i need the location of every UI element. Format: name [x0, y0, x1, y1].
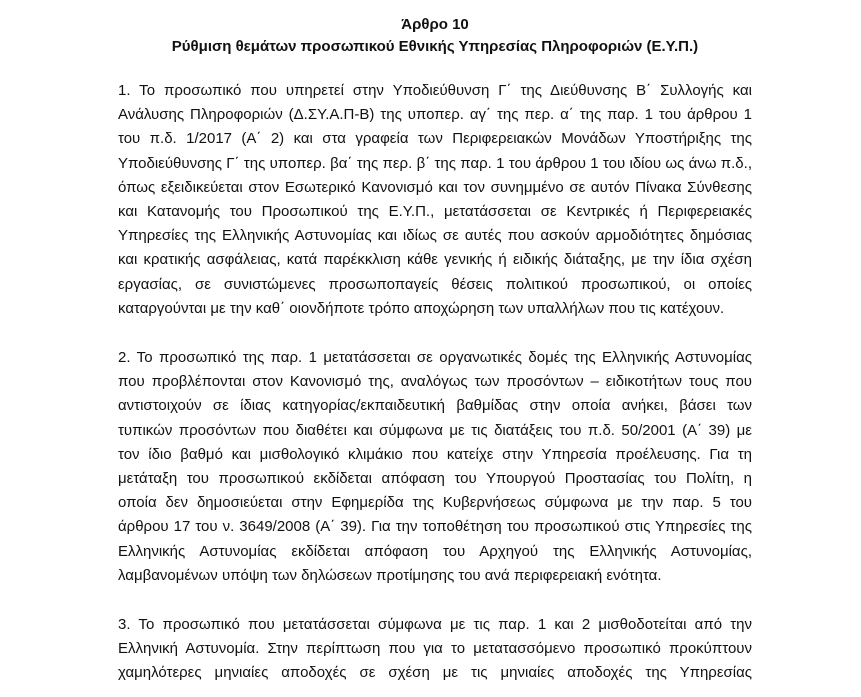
paragraph-line: Ελληνικής Αστυνομίας εκδίδεται απόφαση του Αρχηγού της Ελληνικής Αστυνομίας,	[118, 542, 752, 560]
paragraph-line: και κρατικής ασφάλειας, κατά παρέκκλιση κάθε γενικής ή ειδικής διάταξης, με την ίδια σχέση	[118, 251, 752, 269]
paragraph-1	[118, 79, 752, 321]
paragraph-line: και Κατανομής του Προσωπικού της Ε.Υ.Π., μετατάσσεται σε Κεντρικές ή Περιφερειακές	[118, 203, 752, 221]
paragraph-line: λαμβανομένων υπόψη των δηλώσεων προτίμησης του ανά περιφερειακή ενότητα.	[118, 566, 662, 584]
paragraph-line: Υπηρεσίες της Ελληνικής Αστυνομίας και ιδίως σε αυτές που ασκούν αρμοδιότητες δημόσιας	[118, 227, 752, 245]
paragraph-line: τον ίδιο βαθμό και μισθολογικό κλιμάκιο που κατείχε στην Υπηρεσία προέλευσης. Για τη	[118, 445, 752, 463]
article-title: Άρθρο 10	[401, 16, 469, 33]
paragraph-line: που προβλέπονται στον Κανονισμό της, αναλόγως των προσόντων – ειδικοτήτων τους που	[118, 373, 752, 391]
paragraph-line: Ανάλυσης Πληροφοριών (Δ.ΣΥ.Α.Π-Β) της υποπερ. αγ΄ της περ. α΄ της παρ. 1 του άρθρου 1	[118, 106, 752, 124]
paragraph-line: 1. Το προσωπικό που υπηρετεί στην Υποδιεύθυνση Γ΄ της Διεύθυνσης Β΄ Συλλογής και	[118, 82, 752, 99]
paragraph-line: καταργούνται με την καθ΄ οιονδήποτε τρόπο αποχώρηση των υπαλλήλων που τις κατέχουν.	[118, 299, 725, 317]
paragraph-3	[118, 613, 752, 686]
paragraph-line: μετάταξη του προσωπικού εκδίδεται απόφαση του Υπουργού Προστασίας του Πολίτη, η	[118, 470, 752, 488]
paragraph-line: όπως εξειδικεύεται στον Εσωτερικό Κανονισμό και τον συνημμένο σε αυτόν Πίνακα Σύνθεσης	[118, 178, 752, 196]
paragraph-line: εργασίας, σε συνιστώμενες προσωποπαγείς θέσεις πολιτικού προσωπικού, οι οποίες	[118, 275, 752, 293]
article-subtitle: Ρύθμιση θεμάτων προσωπικού Εθνικής Υπηρεσίας Πληροφοριών (Ε.Υ.Π.)	[171, 38, 699, 55]
paragraph-line: 3. Το προσωπικό που μετατάσσεται σύμφωνα με τις παρ. 1 και 2 μισθοδοτείται από την	[118, 616, 752, 634]
paragraph-line: Υποδιεύθυνσης Γ΄ της υποπερ. βα΄ της περ. β΄ της παρ. 1 του άρθρου 1 του ιδίου ως άνω π.δ.,	[118, 154, 752, 172]
paragraph-line: οποία δεν δημοσιεύεται στην Εφημερίδα της Κυβερνήσεως σύμφωνα με την παρ. 5 του	[118, 494, 752, 512]
paragraph-line: Ελληνική Αστυνομία. Στην περίπτωση που για το μετατασσόμενο προσωπικό προκύπτουν	[118, 640, 752, 658]
paragraph-line: του π.δ. 1/2017 (Α΄ 2) και στα γραφεία των Περιφερειακών Μονάδων Υποστήριξης της	[118, 130, 752, 148]
paragraph-line: τυπικών προσόντων που διαθέτει και σύμφωνα με τις διατάξεις του π.δ. 50/2001 (Α΄ 39) με	[118, 421, 752, 439]
paragraph-2	[118, 346, 752, 588]
paragraph-line: αντιστοιχούν σε ίδιας κατηγορίας/εκπαιδευτική βαθμίδας στην οποία ανήκει, βάσει των	[118, 397, 752, 415]
paragraph-line: χαμηλότερες μηνιαίες αποδοχές σε σχέση με τις μηνιαίες αποδοχές της Υπηρεσίας	[118, 664, 752, 682]
paragraph-line: 2. Το προσωπικό της παρ. 1 μετατάσσεται σε οργανωτικές δομές της Ελληνικής Αστυνομίας	[118, 349, 752, 367]
paragraph-line: άρθρου 17 του ν. 3649/2008 (Α΄ 39). Για την τοποθέτηση του προσωπικού στις Υπηρεσίες της	[118, 518, 752, 536]
